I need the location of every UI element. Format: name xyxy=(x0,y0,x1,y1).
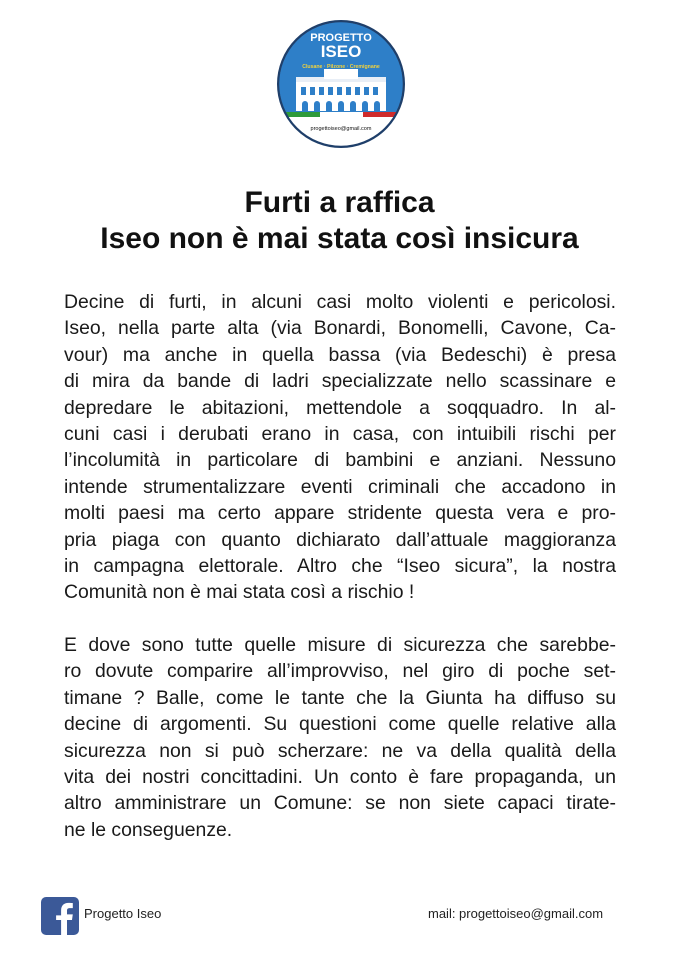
text-line: in campagna elettorale. Altro che “Iseo sicura”, la nostra xyxy=(64,554,616,577)
text-line: vita dei nostri concittadini. Un conto è fare propaganda, un xyxy=(64,766,616,789)
logo-name-line1: PROGETTO xyxy=(310,32,372,44)
text-line: cuni casi i derubati erano in casa, con intuibili rischi per xyxy=(64,422,616,445)
headline-line1: Furti a raffica xyxy=(244,186,435,219)
text-line: sicurezza non si può scherzare: ne va della qualità della xyxy=(64,739,616,762)
text-line: Decine di furti, in alcuni casi molto violenti e pericolosi. xyxy=(64,291,616,313)
headline xyxy=(0,185,679,257)
headline-line2: Iseo non è mai stata così insicura xyxy=(100,222,579,255)
footer-email[interactable]: mail: progettoiseo@gmail.com xyxy=(428,906,604,921)
logo-email: progettoiseo@gmail.com xyxy=(310,126,372,132)
text-line: intende strumentalizzare eventi criminali che accadono in xyxy=(64,475,616,498)
text-line: di mira da bande di ladri specializzate nello scassinare e xyxy=(64,370,616,393)
text-line: Iseo, nella parte alta (via Bonardi, Bonomelli, Cavone, Ca- xyxy=(64,317,616,340)
text-line: timane ? Balle, come le tante che la Giunta ha diffuso su xyxy=(64,686,616,709)
text-line: ne le conseguenze. xyxy=(64,818,233,841)
text-line: vour) ma anche in quella bassa (via Bedeschi) è presa xyxy=(64,343,616,366)
text-line: ro dovute comparire all’improvviso, nel giro di poche set- xyxy=(64,660,616,683)
progetto-iseo-logo xyxy=(276,19,406,149)
text-line: depredare le abitazioni, mettendole a soqquadro. In al- xyxy=(64,396,616,419)
text-line: altro amministrare un Comune: se non siete capaci tirate- xyxy=(64,792,616,815)
paragraph-1 xyxy=(64,289,616,606)
text-line: l’incolumità in particolare di bambini e anziani. Nessuno xyxy=(64,449,616,472)
facebook-page-name[interactable]: Progetto Iseo xyxy=(84,906,162,921)
facebook-icon[interactable] xyxy=(41,897,79,935)
article-body xyxy=(64,289,616,843)
text-line: Comunità non è mai stata così a rischio ! xyxy=(64,581,415,604)
text-line: E dove sono tutte quelle misure di sicurezza che sarebbe- xyxy=(64,634,616,657)
text-line: decine di argomenti. Su questioni come quelle relative alla xyxy=(64,713,616,736)
logo-subtitle: Clusane · Pilzone · Cremignane xyxy=(302,64,380,70)
paragraph-2 xyxy=(64,632,616,843)
logo-name-line2: ISEO xyxy=(320,42,362,61)
text-line: pria piaga con quanto dichiarato dall’attuale maggioranza xyxy=(64,528,616,551)
text-line: molti paesi ma certo appare stridente questa vera e pro- xyxy=(64,502,616,525)
paragraph-spacer xyxy=(64,606,616,632)
